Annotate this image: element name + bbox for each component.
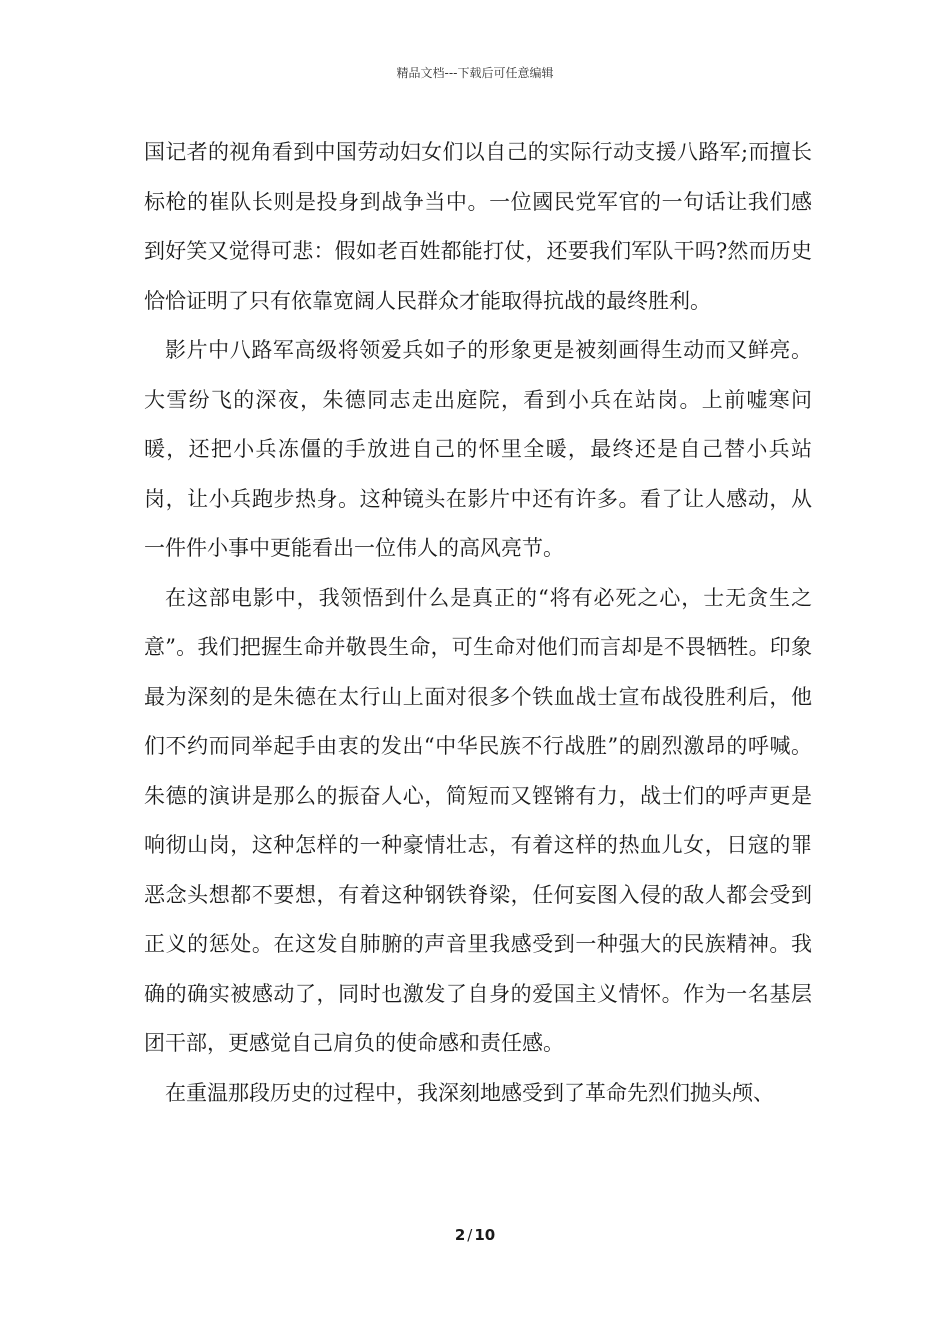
page-separator: / (467, 1226, 473, 1244)
paragraph: 在重温那段历史的过程中，我深刻地感受到了革命先烈们抛头颅、 (165, 1080, 774, 1105)
paragraph-continued: 国记者的视角看到中国劳动妇女们以自己的实际行动支援八路军;而擅长标枪的崔队长则是投身到战争当中。一位國民党军官的一句话让我们感到好笑又觉得可悲：假如老百姓都能打仗，还要我们军队干吗?然而历史恰恰证明了只有依靠宽阔人民群众才能取得抗战的最终胜利。 (144, 140, 812, 313)
document-body (144, 128, 812, 1118)
page-header: 精品文档---下载后可任意编辑 (396, 66, 554, 80)
page-number (0, 1226, 950, 1244)
paragraph: 在这部电影中，我领悟到什么是真正的“将有必死之心，士无贪生之意”。我们把握生命并敬畏生命，可生命对他们而言却是不畏牺牲。印象最为深刻的是朱德在太行山上面对很多个铁血战士宣布战役胜利后，他们不约而同举起手由衷的发出“中华民族不行战胜”的剧烈激昂的呼喊。朱德的演讲是那么的振奋人心，简短而又铿锵有力，战士们的呼声更是响彻山岗，这种怎样的一种豪情壮志，有着这样的热血儿女，日寇的罪恶念头想都不要想，有着这种钢铁脊梁，任何妄图入侵的敌人都会受到正义的惩处。在这发自肺腑的声音里我感受到一种强大的民族精神。我确的确实被感动了，同时也激发了自身的爱国主义情怀。作为一名基层团干部，更感觉自己肩负的使命感和责任感。 (144, 585, 812, 1055)
paragraph: 影片中八路军高级将领爱兵如子的形象更是被刻画得生动而又鲜亮。大雪纷飞的深夜，朱德同志走出庭院，看到小兵在站岗。上前嘘寒问暖，还把小兵冻僵的手放进自己的怀里全暖，最终还是自己替小兵站岗，让小兵跑步热身。这种镜头在影片中还有许多。看了让人感动，从一件件小事中更能看出一位伟人的高风亮节。 (144, 338, 812, 560)
total-pages-number: 10 (474, 1226, 496, 1244)
current-page-number: 2 (454, 1226, 466, 1244)
